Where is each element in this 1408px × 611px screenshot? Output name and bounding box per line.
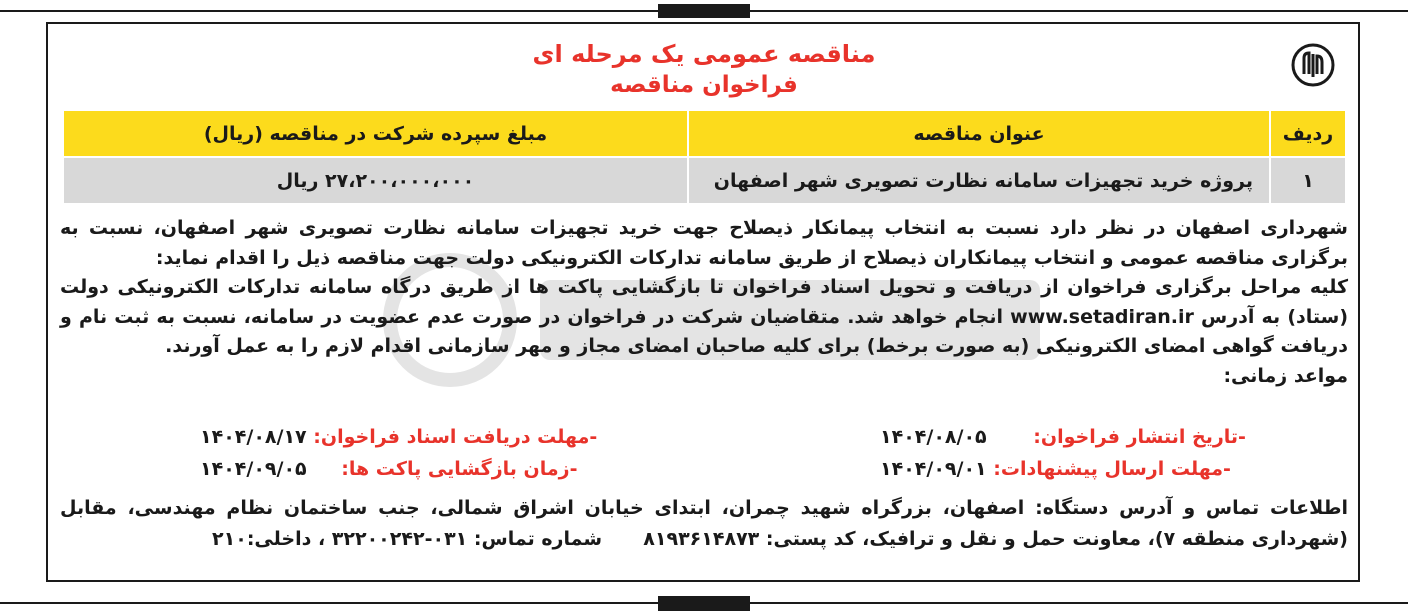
table-header-row [63, 110, 1346, 157]
schedule-heading: مواعد زمانی: [1223, 364, 1348, 387]
top-border [0, 0, 1408, 20]
tender-table [62, 109, 1347, 205]
ad-subtitle: فراخوان مناقصه [610, 72, 798, 98]
website-link[interactable]: www.setadiran.ir [1010, 305, 1194, 328]
body-text [60, 214, 1348, 391]
row-index: ۱ [1270, 157, 1346, 204]
header-title: عنوان مناقصه [688, 110, 1270, 157]
ad-title: مناقصه عمومی یک مرحله ای [532, 40, 876, 68]
row-title: پروژه خرید تجهیزات سامانه نظارت تصویری شهر اصفهان [688, 157, 1270, 204]
header-deposit: مبلغ سپرده شرکت در مناقصه (ریال) [63, 110, 688, 157]
contact-info: اطلاعات تماس و آدرس دستگاه: اصفهان، بزرگراه شهید چمران، ابتدای خیابان اشراق شمالی، جنب ساختمان نظام مهندسی، مقابل (شهرداری منطقه ۷)، معاونت حمل و نقل و ترافیک، کد پستی: ۸۱۹۳۶۱۴۸۷۳ شماره تماس: ۰۳۱-۳۲۲۰۰۲۴۲ ، داخلی:۲۱۰ [60, 497, 1348, 550]
publish-date: -تاریخ انتشار فراخوان: ۱۴۰۴/۰۸/۰۵ [880, 426, 1246, 448]
submit-deadline: -مهلت ارسال پیشنهادات: ۱۴۰۴/۰۹/۰۱ [880, 458, 1231, 480]
row-deposit: ۲۷،۲۰۰،۰۰۰،۰۰۰ ریال [63, 157, 688, 204]
phone-value: ۰۳۱-۳۲۲۰۰۲۴۲ ، داخلی:۲۱۰ [212, 528, 468, 550]
paragraph-procedure: کلیه مراحل برگزاری فراخوان از دریافت و تحویل اسناد فراخوان تا بازگشایی پاکت ها از طریق درگاه سامانه تدارکات الکترونیکی دولت (ستاد) به آدرس www.setadiran.ir انجام خواهد شد. متقاضیان شرکت در فراخوان در صورت عدم عضویت در سامانه، نسبت به ثبت نام و دریافت گواهی امضای الکترونیکی (به صورت برخط) برای کلیه صاحبان امضای مجاز و مهر سازمانی اقدام لازم را به عمل آورند. [60, 276, 1349, 357]
doc-deadline: -مهلت دریافت اسناد فراخوان: ۱۴۰۴/۰۸/۱۷ [200, 426, 598, 448]
table-row [63, 157, 1346, 204]
header-index: ردیف [1270, 110, 1346, 157]
municipality-logo-icon [1290, 42, 1336, 88]
phone-label: شماره تماس: [473, 528, 603, 550]
paragraph-intro: شهرداری اصفهان در نظر دارد نسبت به انتخاب پیمانکار ذیصلاح جهت خرید تجهیزات سامانه نظارت تصویری شهر اصفهان، نسبت به برگزاری مناقصه عمومی و انتخاب پیمانکاران ذیصلاح از طریق سامانه تدارکات الکترونیکی دولت جهت مناقصه ذیل را اقدام نماید: [60, 217, 1348, 269]
bottom-border [0, 596, 1408, 611]
opening-date: -زمان بازگشایی پاکت ها: ۱۴۰۴/۰۹/۰۵ [200, 458, 578, 480]
